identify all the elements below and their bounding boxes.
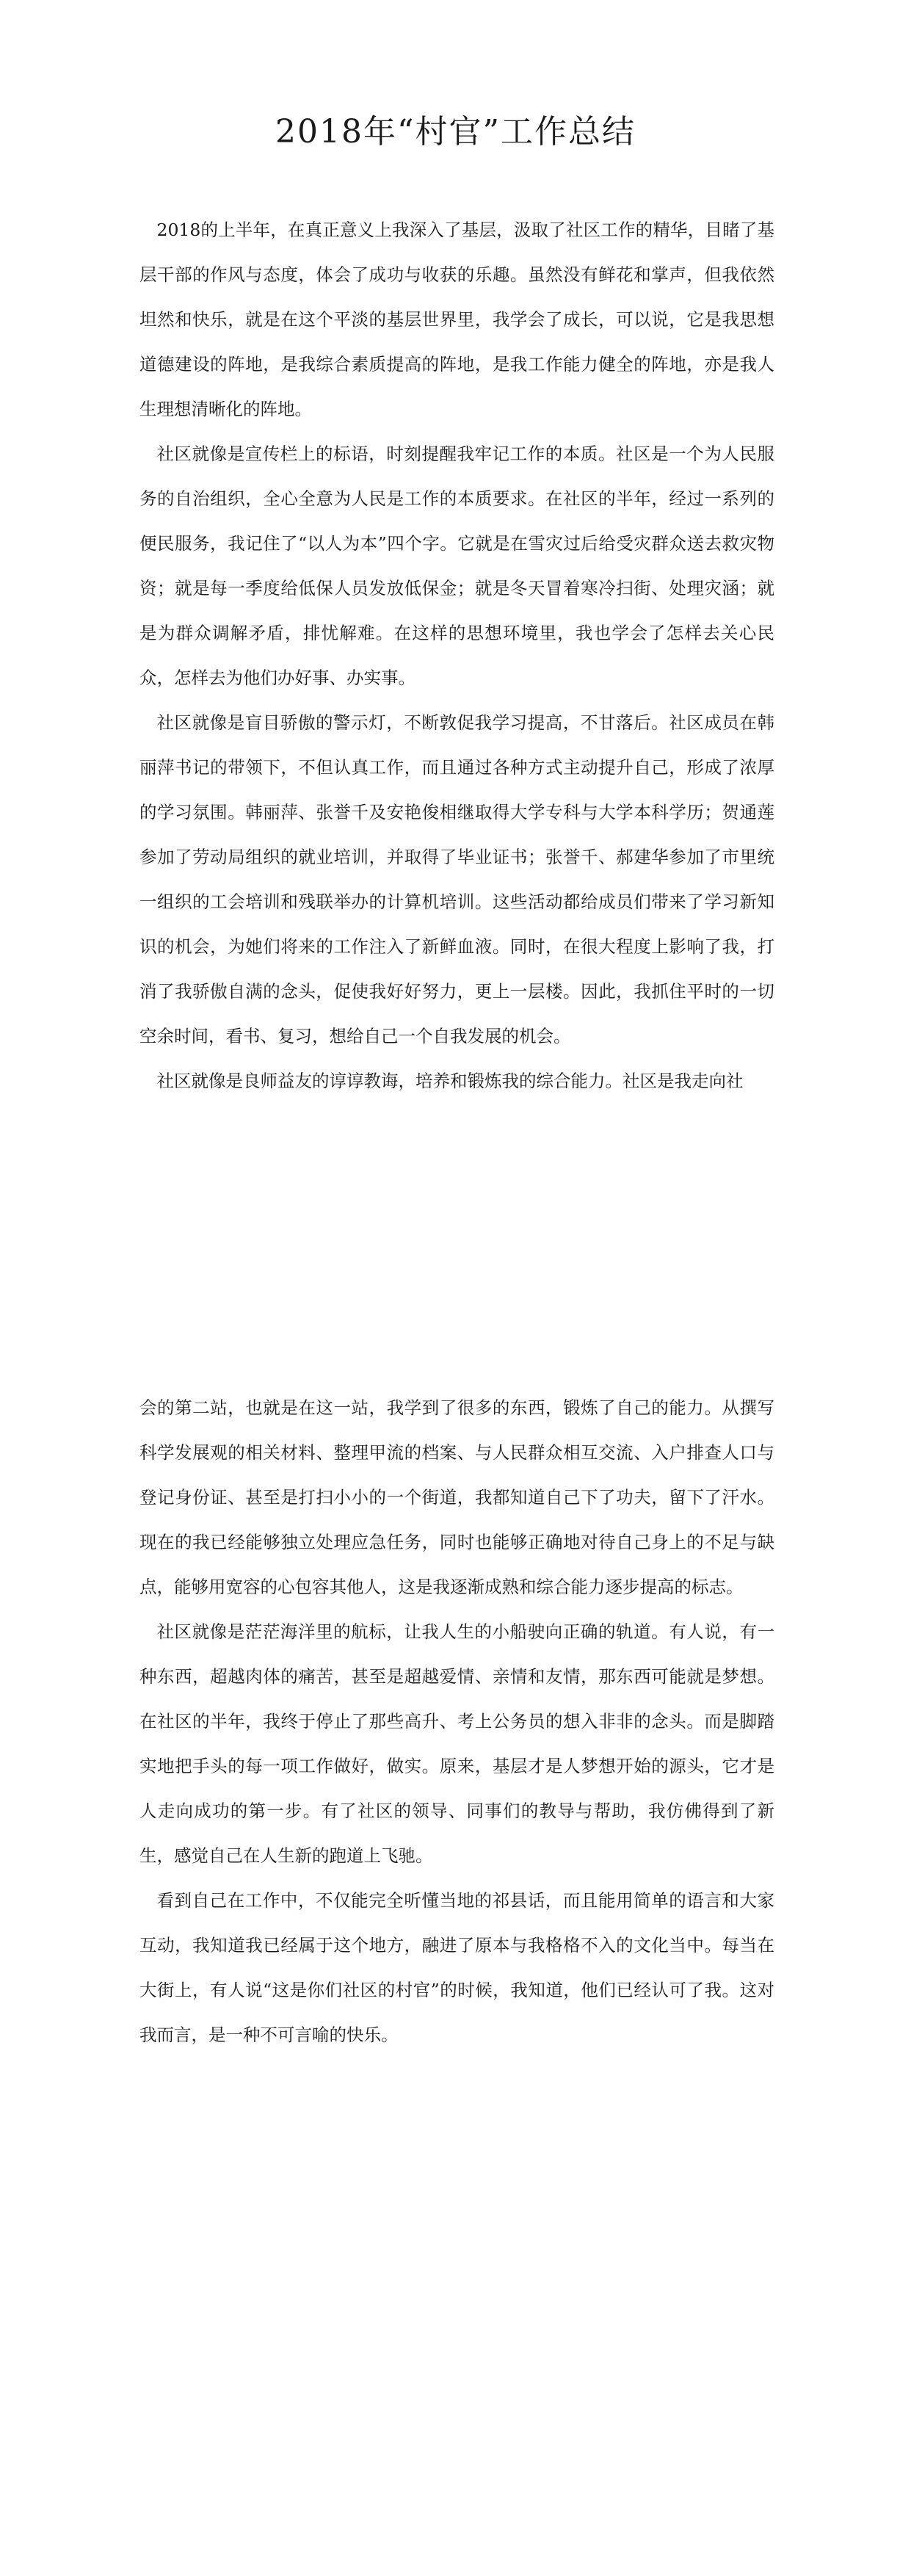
paragraph-beacon: 社区就像是茫茫海洋里的航标，让我人生的小船驶向正确的轨道。有人说，有一种东西，超越肉体的痛苦，甚至是超越爱情、亲情和友情，那东西可能就是梦想。在社区的半年，我终于停止了那些高升、考上公务员的想入非非的念头。而是脚踏实地把手头的每一项工作做好，做实。原来，基层才是人梦想开始的源头，它才是人走向成功的第一步。有了社区的领导、同事们的教导与帮助，我仿佛得到了新生，感觉自己在人生新的跑道上飞驰。	[139, 1621, 774, 1866]
paragraph-mentor-continued: 会的第二站，也就是在这一站，我学到了很多的东西，锻炼了自己的能力。从撰写科学发展观的相关材料、整理甲流的档案、与人民群众相互交流、入户排查人口与登记身份证、甚至是打扫小小的一个街道，我都知道自己下了功夫，留下了汗水。现在的我已经能够独立处理应急任务，同时也能够正确地对待自己身上的不足与缺点，能够用宽容的心包容其他人，这是我逐渐成熟和综合能力逐步提高的标志。	[139, 1397, 774, 1597]
paragraph-mentor-start: 社区就像是良师益友的谆谆教诲，培养和锻炼我的综合能力。社区是我走向社	[156, 1071, 744, 1091]
page-1-body	[139, 208, 774, 1104]
paragraph-belonging: 看到自己在工作中，不仅能完全听懂当地的祁县话，而且能用简单的语言和大家互动，我知道我已经属于这个地方，融进了原本与我格格不入的文化当中。每当在大街上，有人说“这是你们社区的村官”的时候，我知道，他们已经认可了我。这对我而言，是一种不可言喻的快乐。	[139, 1890, 774, 2045]
page-2-body	[139, 1386, 774, 2058]
paragraph-intro: 2018的上半年，在真正意义上我深入了基层，汲取了社区工作的精华，目睹了基层干部的作风与态度，体会了成功与收获的乐趣。虽然没有鲜花和掌声，但我依然坦然和快乐，就是在这个平淡的基层世界里，我学会了成长，可以说，它是我思想道德建设的阵地，是我综合素质提高的阵地，是我工作能力健全的阵地，亦是我人生理想清晰化的阵地。	[139, 220, 774, 419]
document-title: 2018年“村官”工作总结	[275, 113, 636, 151]
paragraph-warning-light: 社区就像是盲目骄傲的警示灯，不断敦促我学习提高，不甘落后。社区成员在韩丽萍书记的带领下，不但认真工作，而且通过各种方式主动提升自己，形成了浓厚的学习氛围。韩丽萍、张誉千及安艳俊相继取得大学专科与大学本科学历；贺通莲参加了劳动局组织的就业培训，并取得了毕业证书；张誉千、郝建华参加了市里统一组织的工会培训和残联举办的计算机培训。这些活动都给成员们带来了学习新知识的机会，为她们将来的工作注入了新鲜血液。同时，在很大程度上影响了我，打消了我骄傲自满的念头，促使我好好努力，更上一层楼。因此，我抓住平时的一切空余时间，看书、复习，想给自己一个自我发展的机会。	[139, 712, 774, 1046]
paragraph-slogan: 社区就像是宣传栏上的标语，时刻提醒我牢记工作的本质。社区是一个为人民服务的自治组织，全心全意为人民是工作的本质要求。在社区的半年，经过一系列的便民服务，我记住了“以人为本”四个字。它就是在雪灾过后给受灾群众送去救灾物资；就是每一季度给低保人员发放低保金；就是冬天冒着寒冷扫街、处理灾涵；就是为群众调解矛盾，排忧解难。在这样的思想环境里，我也学会了怎样去关心民众，怎样去为他们办好事、办实事。	[139, 444, 774, 688]
